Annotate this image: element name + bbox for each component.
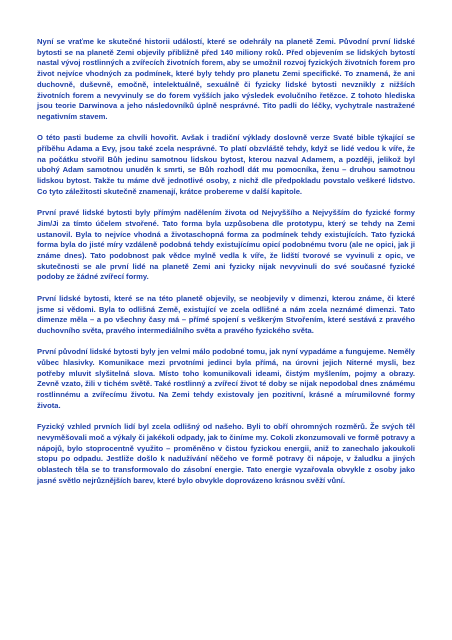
document-body bbox=[37, 37, 415, 497]
paragraph: Fyzický vzhled prvních lidí byl zcela odlišný od našeho. Byli to obří ohromných rozměrů. Že svých těl nevyměšovali moč a výkaly či jakékoli odpady, jak to činíme my. Cokoli zkonzumovali ve formě potravy a nápojů, bylo stoprocentně využito – proměněno v čistou fyzickou energii, aniž to zanechalo jakoukoli stopu po odpadu. Jestliže došlo k nadužívání něčeho ve formě potravy či nápoje, v žaludku a jiných oblastech těla se to transformovalo do zásobní energie. Tato energie vyzařovala obvykle z osoby jako jasné světlo nejrůznějších barev, které bylo obvykle doprovázeno krásnou svěží vůní. bbox=[37, 422, 415, 485]
paragraph: První lidské bytosti, které se na této planetě objevily, se neobjevily v dimenzi, kterou známe, či které jsme si vědomi. Byla to odlišná Země, existující ve zcela odlišné a nám zcela neznámé dimenzi. Tato dimenze měla – a po všechny časy má – přímé spojení s veškerým Stvořením, které sestává z pravého duchovního světa, pravého intermediálního světa a pravého fyzického světa. bbox=[37, 293, 415, 335]
paragraph: Nyní se vraťme ke skutečné historii událostí, které se odehrály na planetě Zemi. Původní první lidské bytosti se na planetě Zemi objevily přibližně před 140 miliony roků. Před objevením se lidských bytostí nastal vývoj rostlinných a zvířecích životních forem, aby se umožnil rozvoj fyzických životních forem pro život nejvíce vhodných za podmínek, které byly tehdy pro planetu Zemi specifické. To znamená, že ani duchovně, duševně, emočně, intelektuálně, sexuálně či fyzicky lidské bytosti nevznikly z nižších životních forem a nevyvinuly se do forem vyšších jako výsledek evolučního řetězce. Z tohoto hlediska jsou teorie Darwinova a jeho následovníků úplně nesprávné. Tito padli do léčky, vychytrale nastražené negativním stavem. bbox=[37, 37, 415, 121]
paragraph: O této pasti budeme za chvíli hovořit. Avšak i tradiční výklady doslovně verze Svaté bible týkající se příběhu Adama a Evy, jsou také zcela nesprávné. To platí obzvláště tehdy, když se lidé vedou k víře, že na počátku stvořil Bůh jedinu samotnou lidskou bytost, kterou nazval Adamem, a později, jelikož byl ubohý Adam samotnou unuděn k smrti, se Bůh rozhodl dát mu pomocníka, ženu – druhou samotnou lidskou bytost. Takže tu máme dvě jednotlivé osoby, z nichž dle předpokladu povstalo veškeré lidstvo. Co tyto záležitosti skutečně znamenají, krátce probereme v další kapitole. bbox=[37, 133, 415, 196]
paragraph: První původní lidské bytosti byly jen velmi málo podobné tomu, jak nyní vypadáme a fungujeme. Neměly vůbec hlasivky. Komunikace mezi prvotními jedinci byla přímá, na úrovni jejich Niterné mysli, bez potřeby mluvit slyšitelná slova. Místo toho komunikovali ideami, čistým myšlením, pojmy a obrazy. Zevně vzato, žili v tichém světě. Také rostlinný a zvířecí život té doby se nijak nepodobal dnes známému rostlinnému a zvířecímu životu. Na Zemi tehdy existovaly jen pozitivní, krásné a mírumilovné formy života. bbox=[37, 347, 415, 410]
paragraph: První pravé lidské bytosti byly přímým nadělením života od Nejvyššího a Nejvyšším do fyzické formy Jim/Ji za tímto účelem stvořené. Tato forma byla uzpůsobena dle prototypu, který se tehdy na Zemi ustanovil. Byla to nejvíce vhodná a životaschopná forma za podmínek tehdy existujících. Tato fyzická forma byla do jisté míry vzdáleně podobná tehdy existujícímu opicí podobnému tvoru (ale ne opici, jak ji známe dnes). Tato podobnost pak vědce mylně vedla k víře, že lidští tvorové se vyvinuli z opic, ve skutečnosti se ale první lidé na planetě Zemi ani fyzicky nijak nevyvinuli do své současné fyzické podoby ze žádné zvířecí formy. bbox=[37, 208, 415, 282]
